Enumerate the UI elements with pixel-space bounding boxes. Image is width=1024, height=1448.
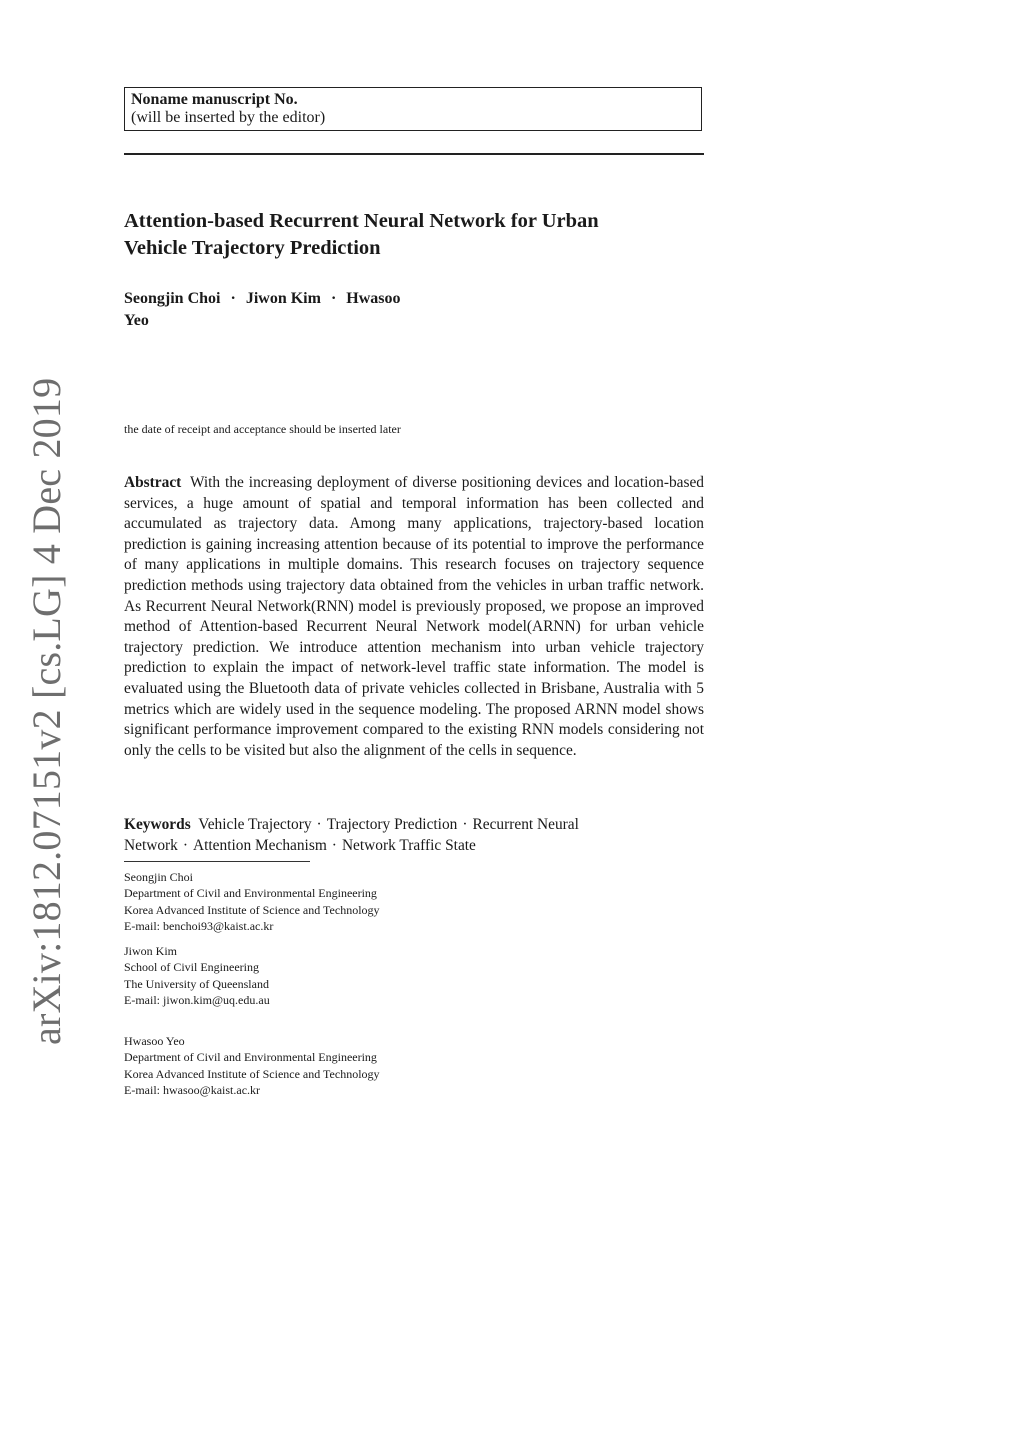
author-list xyxy=(124,288,544,332)
paper-title-line-2: Vehicle Trajectory Prediction xyxy=(124,237,381,259)
affiliation-department: Department of Civil and Environmental Engineering xyxy=(124,1050,377,1065)
affiliation-name: Jiwon Kim xyxy=(124,944,178,958)
affiliation-email: E-mail: hwasoo@kaist.ac.kr xyxy=(124,1082,261,1097)
affiliation-institution: Korea Advanced Institute of Science and Technology xyxy=(124,1066,380,1081)
affiliation-block xyxy=(124,869,584,934)
keyword: Recurrent Neural Network xyxy=(124,816,579,854)
author-name-continued: Yeo xyxy=(124,312,149,329)
abstract-label: Abstract xyxy=(124,474,182,491)
paper-title xyxy=(124,208,704,262)
affiliation-email: E-mail: benchoi93@kaist.ac.kr xyxy=(124,918,274,933)
keyword: Attention Mechanism xyxy=(193,836,327,854)
manuscript-number-box xyxy=(124,87,702,131)
keyword-separator: · xyxy=(182,836,188,854)
paper-title-line-1: Attention-based Recurrent Neural Network for Urban xyxy=(124,210,599,232)
abstract-text: With the increasing deployment of diverse positioning devices and location-based services, a huge amount of spatial and temporal information has been collected and accumulated as trajectory data. Among many applications, trajectory-based location prediction is gaining increasing attention because of its potential to improve the performance of many applications in multiple domains. This research focuses on trajectory sequence prediction methods using trajectory data obtained from the vehicles in urban traffic network. As Recurrent Neural Network(RNN) model is previously proposed, we propose an improved method of Attention-based Recurrent Neural Network model(ARNN) for urban vehicle trajectory prediction. We introduce attention mechanism into urban vehicle trajectory prediction to explain the impact of network-level traffic state information. The model is evaluated using the Bluetooth data of private vehicles collected in Brisbane, Australia with 5 metrics which are widely used in the sequence modeling. The proposed ARNN model shows significant performance improvement compared to the existing RNN models considering not only the cells to be visited but also the alignment of the cells in sequence. xyxy=(124,474,704,759)
keywords-label: Keywords xyxy=(124,816,191,833)
affiliation-institution: The University of Queensland xyxy=(124,976,269,991)
keyword-separator: · xyxy=(462,816,468,833)
header-rule xyxy=(124,153,704,155)
keyword: Network Traffic State xyxy=(341,836,476,854)
author-name: Hwasoo xyxy=(346,290,401,307)
keyword-separator: · xyxy=(316,816,322,833)
affiliation-department: School of Civil Engineering xyxy=(124,960,259,975)
author-name: Jiwon Kim xyxy=(245,290,321,307)
affiliation-email: E-mail: jiwon.kim@uq.edu.au xyxy=(124,992,270,1007)
affiliation-institution: Korea Advanced Institute of Science and Technology xyxy=(124,902,380,917)
author-name: Seongjin Choi xyxy=(124,290,221,307)
affiliation-block xyxy=(124,1033,584,1098)
arxiv-identifier-stamp: arXiv:1812.07151v2 [cs.LG] 4 Dec 2019 xyxy=(24,377,69,1045)
affiliation-name: Seongjin Choi xyxy=(124,870,194,884)
keyword: Vehicle Trajectory xyxy=(198,816,312,833)
author-separator: · xyxy=(330,290,337,307)
keywords xyxy=(124,815,704,856)
manuscript-number-label: Noname manuscript No. xyxy=(131,91,298,108)
editor-note: (will be inserted by the editor) xyxy=(131,109,326,126)
affiliation-block xyxy=(124,943,584,1008)
affiliation-name: Hwasoo Yeo xyxy=(124,1034,185,1048)
affiliation-department: Department of Civil and Environmental Engineering xyxy=(124,886,377,901)
author-separator: · xyxy=(230,290,236,307)
abstract xyxy=(124,473,704,761)
receipt-date-note: the date of receipt and acceptance should be inserted later xyxy=(124,422,401,436)
keyword: Trajectory Prediction xyxy=(326,816,458,833)
footnote-rule xyxy=(124,861,310,862)
keyword-separator: · xyxy=(331,836,337,854)
